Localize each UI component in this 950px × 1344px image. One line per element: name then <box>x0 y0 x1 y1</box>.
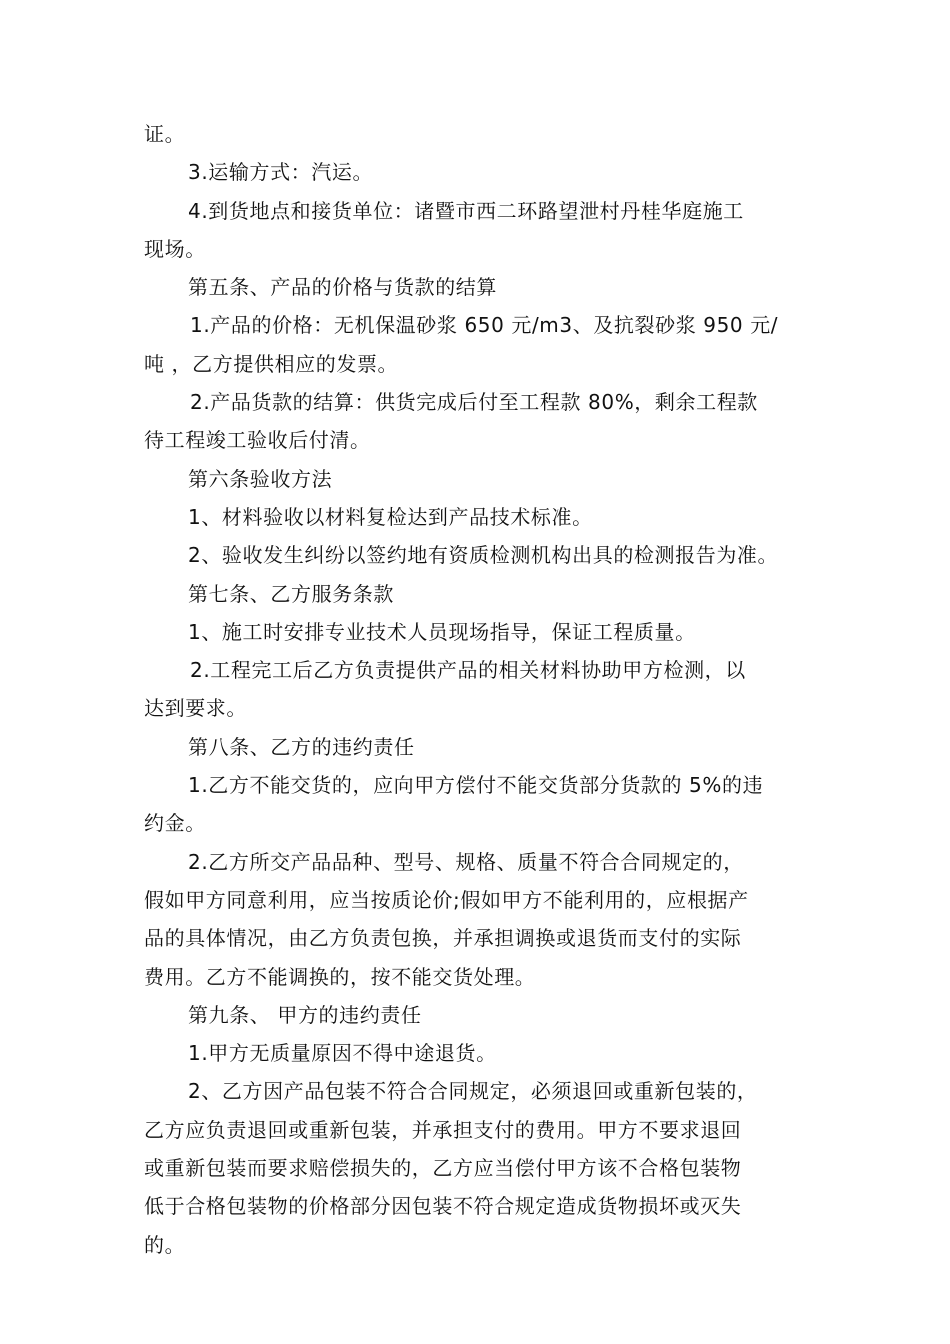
text-line: 费用。乙方不能调换的，按不能交货处理。 <box>144 964 536 989</box>
section-heading: 第七条、乙方服务条款 <box>188 581 394 606</box>
section-heading: 第五条、产品的价格与货款的结算 <box>188 275 497 300</box>
text-line: 证。 <box>144 122 186 146</box>
text-line: 1.产品的价格：无机保温砂浆 650 元/m3、及抗裂砂浆 950 元/ <box>190 313 779 338</box>
document-body <box>144 115 809 1264</box>
text-line: 2.产品货款的结算：供货完成后付至工程款 80%，剩余工程款 <box>190 390 758 415</box>
text-line: 1.乙方不能交货的，应向甲方偿付不能交货部分货款的 5%的违 <box>188 773 764 798</box>
text-line: 乙方应负责退回或重新包装，并承担支付的费用。甲方不要求退回 <box>144 1117 742 1142</box>
text-line: 达到要求。 <box>144 696 247 721</box>
text-line: 或重新包装而要求赔偿损失的，乙方应当偿付甲方该不合格包装物 <box>144 1156 742 1181</box>
text-line: 2.乙方所交产品品种、型号、规格、质量不符合合同规定的， <box>188 849 744 874</box>
text-line: 4.到货地点和接货单位：诸暨市西二环路望泄村丹桂华庭施工 <box>188 198 744 223</box>
text-line: 约金。 <box>144 811 206 836</box>
text-line: 1、施工时安排专业技术人员现场指导，保证工程质量。 <box>188 619 696 644</box>
section-heading: 第九条、 甲方的违约责任 <box>188 1002 422 1027</box>
text-line: 低于合格包装物的价格部分因包装不符合规定造成货物损坏或灭失 <box>144 1194 742 1219</box>
text-line: 1.甲方无质量原因不得中途退货。 <box>188 1041 497 1066</box>
text-line: 品的具体情况，由乙方负责包换，并承担调换或退货而支付的实际 <box>144 926 742 951</box>
text-line: 现场。 <box>144 236 206 261</box>
text-line: 待工程竣工验收后付清。 <box>144 428 371 453</box>
text-line: 吨 ，乙方提供相应的发票。 <box>144 351 399 376</box>
text-line: 2、验收发生纠纷以签约地有资质检测机构出具的检测报告为准。 <box>188 543 779 568</box>
text-line: 2.工程完工后乙方负责提供产品的相关材料协助甲方检测，以 <box>190 658 746 683</box>
section-heading: 第八条、乙方的违约责任 <box>188 734 415 759</box>
text-line: 3.运输方式：汽运。 <box>188 160 374 185</box>
text-line: 2、乙方因产品包装不符合合同规定，必须退回或重新包装的， <box>188 1079 758 1104</box>
text-line: 假如甲方同意利用，应当按质论价;假如甲方不能利用的，应根据产 <box>144 887 749 912</box>
section-heading: 第六条验收方法 <box>188 466 333 491</box>
text-line: 的。 <box>144 1232 186 1257</box>
text-line: 1、材料验收以材料复检达到产品技术标准。 <box>188 504 593 529</box>
